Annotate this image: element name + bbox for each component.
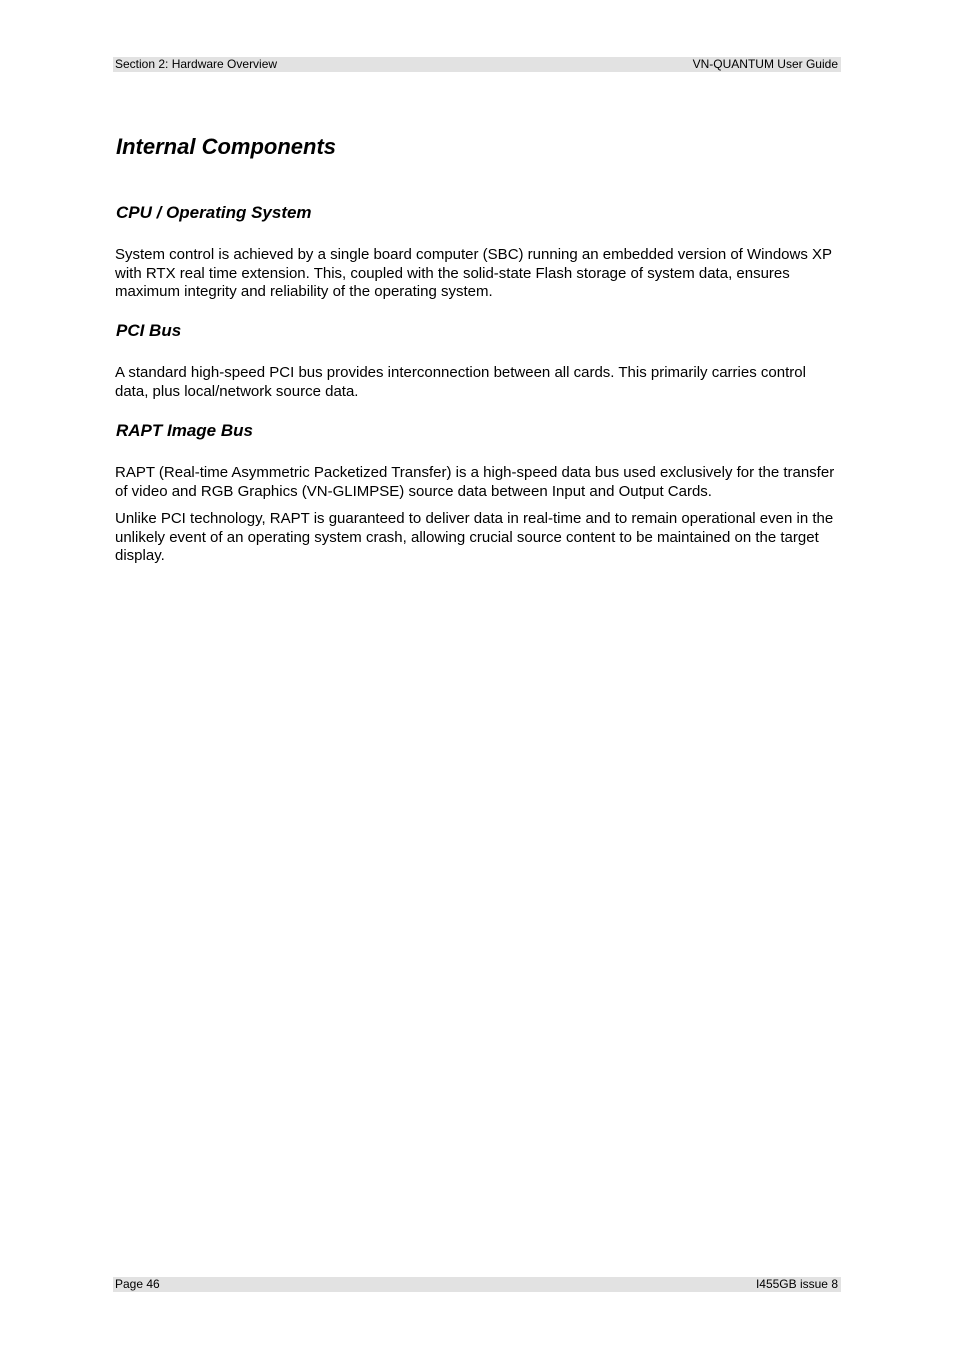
- page-header: [113, 57, 841, 72]
- header-section-label: Section 2: Hardware Overview: [115, 57, 278, 71]
- section-heading-cpu: CPU / Operating System: [116, 203, 312, 222]
- footer-page-number: Page 46: [115, 1277, 160, 1291]
- section-heading-rapt: RAPT Image Bus: [116, 421, 253, 440]
- section-paragraph-rapt-2: Unlike PCI technology, RAPT is guaranteed to deliver data in real-time and to remain operational even in the unlikely event of an operating system crash, allowing crucial source content to be maintained on the target display.: [115, 510, 834, 564]
- section-paragraph-rapt-1: RAPT (Real-time Asymmetric Packetized Transfer) is a high-speed data bus used exclusively for the transfer of video and RGB Graphics (VN-GLIMPSE) source data between Input and Output Cards.: [115, 464, 835, 500]
- page-footer: [113, 1277, 841, 1292]
- page-title: Internal Components: [116, 134, 337, 159]
- section-heading-pci: PCI Bus: [116, 321, 182, 340]
- section-paragraph-cpu: System control is achieved by a single board computer (SBC) running an embedded version of Windows XP with RTX real time extension. This, coupled with the solid-state Flash storage of system data, ensures maximum integrity and reliability of the operating system.: [115, 246, 832, 300]
- footer-issue-label: I455GB issue 8: [755, 1277, 838, 1291]
- section-paragraph-pci: A standard high-speed PCI bus provides interconnection between all cards. This primarily carries control data, plus local/network source data.: [115, 364, 806, 400]
- header-document-title: VN-QUANTUM User Guide: [692, 57, 838, 71]
